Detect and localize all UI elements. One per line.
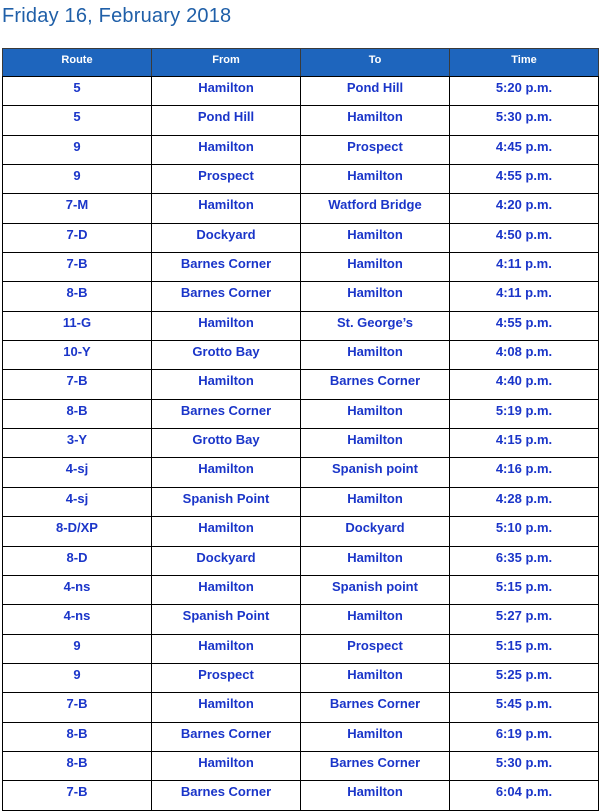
table-row <box>3 194 599 223</box>
route-cell: 7-M <box>3 194 152 223</box>
route-cell: 10-Y <box>3 341 152 370</box>
table-row <box>3 399 599 428</box>
from-cell: Barnes Corner <box>152 253 301 282</box>
route-cell: 8-B <box>3 282 152 311</box>
time-cell: 6:04 p.m. <box>450 781 599 810</box>
to-cell: Hamilton <box>301 341 450 370</box>
to-cell: Pond Hill <box>301 77 450 106</box>
time-cell: 4:08 p.m. <box>450 341 599 370</box>
route-cell: 3-Y <box>3 429 152 458</box>
table-row <box>3 781 599 810</box>
route-cell: 5 <box>3 77 152 106</box>
route-cell: 5 <box>3 106 152 135</box>
table-row <box>3 106 599 135</box>
to-cell: Watford Bridge <box>301 194 450 223</box>
table-row <box>3 223 599 252</box>
route-cell: 7-B <box>3 253 152 282</box>
route-cell: 9 <box>3 634 152 663</box>
time-cell: 5:45 p.m. <box>450 693 599 722</box>
to-cell: Hamilton <box>301 106 450 135</box>
time-cell: 5:19 p.m. <box>450 399 599 428</box>
table-row <box>3 517 599 546</box>
route-cell: 4-sj <box>3 458 152 487</box>
route-cell: 9 <box>3 663 152 692</box>
to-cell: Hamilton <box>301 282 450 311</box>
route-cell: 8-B <box>3 722 152 751</box>
table-row <box>3 751 599 780</box>
table-row <box>3 546 599 575</box>
header-row <box>3 49 599 77</box>
time-cell: 4:11 p.m. <box>450 253 599 282</box>
to-cell: Hamilton <box>301 605 450 634</box>
from-cell: Hamilton <box>152 693 301 722</box>
table-row <box>3 458 599 487</box>
to-cell: Barnes Corner <box>301 751 450 780</box>
bus-schedule-table <box>2 48 599 811</box>
time-cell: 4:40 p.m. <box>450 370 599 399</box>
to-cell: Hamilton <box>301 223 450 252</box>
time-cell: 4:16 p.m. <box>450 458 599 487</box>
route-cell: 7-B <box>3 781 152 810</box>
table-row <box>3 341 599 370</box>
route-cell: 8-D/XP <box>3 517 152 546</box>
table-body <box>3 77 599 811</box>
table-row <box>3 722 599 751</box>
time-cell: 5:20 p.m. <box>450 77 599 106</box>
route-cell: 4-sj <box>3 487 152 516</box>
to-cell: Hamilton <box>301 165 450 194</box>
to-cell: Hamilton <box>301 663 450 692</box>
table-row <box>3 429 599 458</box>
from-cell: Dockyard <box>152 546 301 575</box>
from-cell: Hamilton <box>152 517 301 546</box>
page-title: Friday 16, February 2018 <box>2 5 232 27</box>
column-header-to: To <box>301 49 450 77</box>
to-cell: Spanish point <box>301 575 450 604</box>
to-cell: Spanish point <box>301 458 450 487</box>
time-cell: 5:10 p.m. <box>450 517 599 546</box>
table-row <box>3 135 599 164</box>
to-cell: Hamilton <box>301 781 450 810</box>
table-row <box>3 575 599 604</box>
to-cell: Prospect <box>301 135 450 164</box>
time-cell: 4:45 p.m. <box>450 135 599 164</box>
table-row <box>3 634 599 663</box>
table-row <box>3 311 599 340</box>
to-cell: Hamilton <box>301 487 450 516</box>
from-cell: Prospect <box>152 165 301 194</box>
route-cell: 9 <box>3 165 152 194</box>
table-row <box>3 77 599 106</box>
to-cell: Hamilton <box>301 546 450 575</box>
from-cell: Grotto Bay <box>152 429 301 458</box>
from-cell: Pond Hill <box>152 106 301 135</box>
time-cell: 6:35 p.m. <box>450 546 599 575</box>
from-cell: Hamilton <box>152 194 301 223</box>
route-cell: 8-B <box>3 399 152 428</box>
column-header-from: From <box>152 49 301 77</box>
table-row <box>3 663 599 692</box>
route-cell: 7-B <box>3 370 152 399</box>
table-row <box>3 487 599 516</box>
from-cell: Prospect <box>152 663 301 692</box>
time-cell: 5:25 p.m. <box>450 663 599 692</box>
from-cell: Grotto Bay <box>152 341 301 370</box>
column-header-time: Time <box>450 49 599 77</box>
route-cell: 7-B <box>3 693 152 722</box>
time-cell: 5:27 p.m. <box>450 605 599 634</box>
time-cell: 4:28 p.m. <box>450 487 599 516</box>
route-cell: 7-D <box>3 223 152 252</box>
time-cell: 4:20 p.m. <box>450 194 599 223</box>
to-cell: Dockyard <box>301 517 450 546</box>
time-cell: 4:15 p.m. <box>450 429 599 458</box>
route-cell: 4-ns <box>3 575 152 604</box>
from-cell: Barnes Corner <box>152 282 301 311</box>
route-cell: 9 <box>3 135 152 164</box>
from-cell: Hamilton <box>152 77 301 106</box>
to-cell: Hamilton <box>301 429 450 458</box>
to-cell: Hamilton <box>301 399 450 428</box>
time-cell: 5:15 p.m. <box>450 634 599 663</box>
from-cell: Hamilton <box>152 311 301 340</box>
table-row <box>3 605 599 634</box>
table-row <box>3 282 599 311</box>
from-cell: Spanish Point <box>152 487 301 516</box>
time-cell: 4:55 p.m. <box>450 311 599 340</box>
to-cell: Hamilton <box>301 722 450 751</box>
route-cell: 8-B <box>3 751 152 780</box>
from-cell: Hamilton <box>152 751 301 780</box>
to-cell: Barnes Corner <box>301 693 450 722</box>
from-cell: Hamilton <box>152 575 301 604</box>
table-header <box>3 49 599 77</box>
route-cell: 8-D <box>3 546 152 575</box>
from-cell: Hamilton <box>152 135 301 164</box>
time-cell: 5:30 p.m. <box>450 106 599 135</box>
time-cell: 5:30 p.m. <box>450 751 599 780</box>
time-cell: 4:11 p.m. <box>450 282 599 311</box>
from-cell: Barnes Corner <box>152 781 301 810</box>
from-cell: Hamilton <box>152 370 301 399</box>
time-cell: 5:15 p.m. <box>450 575 599 604</box>
route-cell: 4-ns <box>3 605 152 634</box>
from-cell: Spanish Point <box>152 605 301 634</box>
to-cell: St. George’s <box>301 311 450 340</box>
to-cell: Hamilton <box>301 253 450 282</box>
table-row <box>3 693 599 722</box>
route-cell: 11-G <box>3 311 152 340</box>
table-row <box>3 370 599 399</box>
table-row <box>3 165 599 194</box>
from-cell: Hamilton <box>152 458 301 487</box>
time-cell: 4:55 p.m. <box>450 165 599 194</box>
to-cell: Prospect <box>301 634 450 663</box>
time-cell: 6:19 p.m. <box>450 722 599 751</box>
column-header-route: Route <box>3 49 152 77</box>
time-cell: 4:50 p.m. <box>450 223 599 252</box>
to-cell: Barnes Corner <box>301 370 450 399</box>
from-cell: Dockyard <box>152 223 301 252</box>
from-cell: Barnes Corner <box>152 722 301 751</box>
from-cell: Barnes Corner <box>152 399 301 428</box>
from-cell: Hamilton <box>152 634 301 663</box>
table-row <box>3 253 599 282</box>
